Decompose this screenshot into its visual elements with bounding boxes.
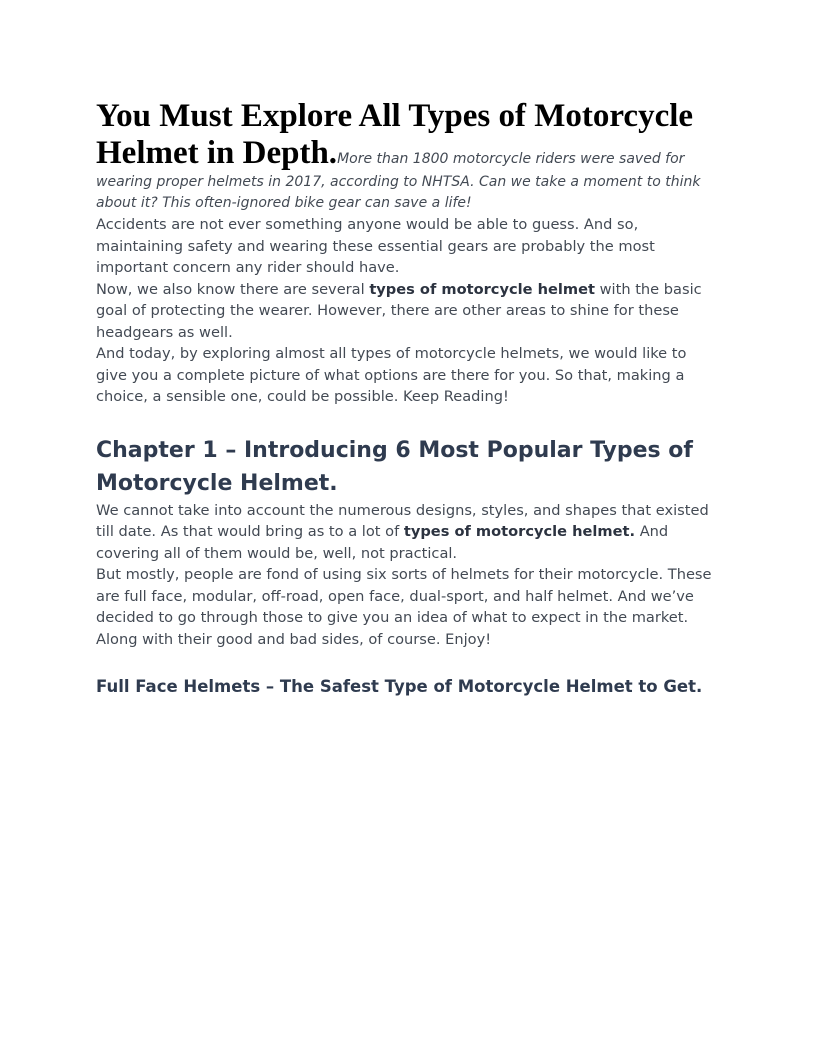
bold-keyword: types of motorcycle helmet <box>369 280 595 298</box>
paragraph: But mostly, people are fond of using six sorts of helmets for their motorcycle. These are full face, modular, off-road, open face, dual-sport, and half helmet. And we’ve decided to go through those to give you an idea of what to expect in the market. Along with their good and bad sides, of course. Enjoy! <box>96 566 712 648</box>
paragraph: Accidents are not ever something anyone would be able to guess. And so, maintaining safety and wearing these essential gears are probably the most important concern any rider should have. <box>96 216 655 276</box>
intro-text: More than 1800 motorcycle riders were saved for wearing proper helmets in 2017, according to NHTSA. Can we take a moment to think about it? This often-ignored bike gear can save a life! <box>96 151 701 211</box>
paragraph-text: We cannot take into account the numerous designs, styles, and shapes that existed till date. As that would bring as to a lot of <box>96 501 709 540</box>
paragraph-text: with the basic goal of protecting the wearer. However, there are other areas to shine for these headgears as well. <box>96 280 702 341</box>
page-title: You Must Explore All Types of Motorcycle Helmet in Depth. <box>96 98 694 171</box>
paragraph <box>96 500 722 565</box>
paragraph: And today, by exploring almost all types of motorcycle helmets, we would like to give you a complete picture of what options are there for you. So that, making a choice, a sensible one, could be possible. Keep Reading! <box>96 345 687 405</box>
title-block <box>96 98 722 214</box>
section-heading: Full Face Helmets – The Safest Type of Motorcycle Helmet to Get. <box>96 677 703 696</box>
paragraph-text: Now, we also know there are several <box>96 280 370 298</box>
paragraph <box>96 279 722 344</box>
chapter-heading: Chapter 1 – Introducing 6 Most Popular Types of Motorcycle Helmet. <box>96 437 693 496</box>
document-page <box>96 98 722 699</box>
bold-keyword: types of motorcycle helmet. <box>403 523 636 540</box>
paragraph-text: And covering all of them would be, well, not practical. <box>96 523 669 562</box>
